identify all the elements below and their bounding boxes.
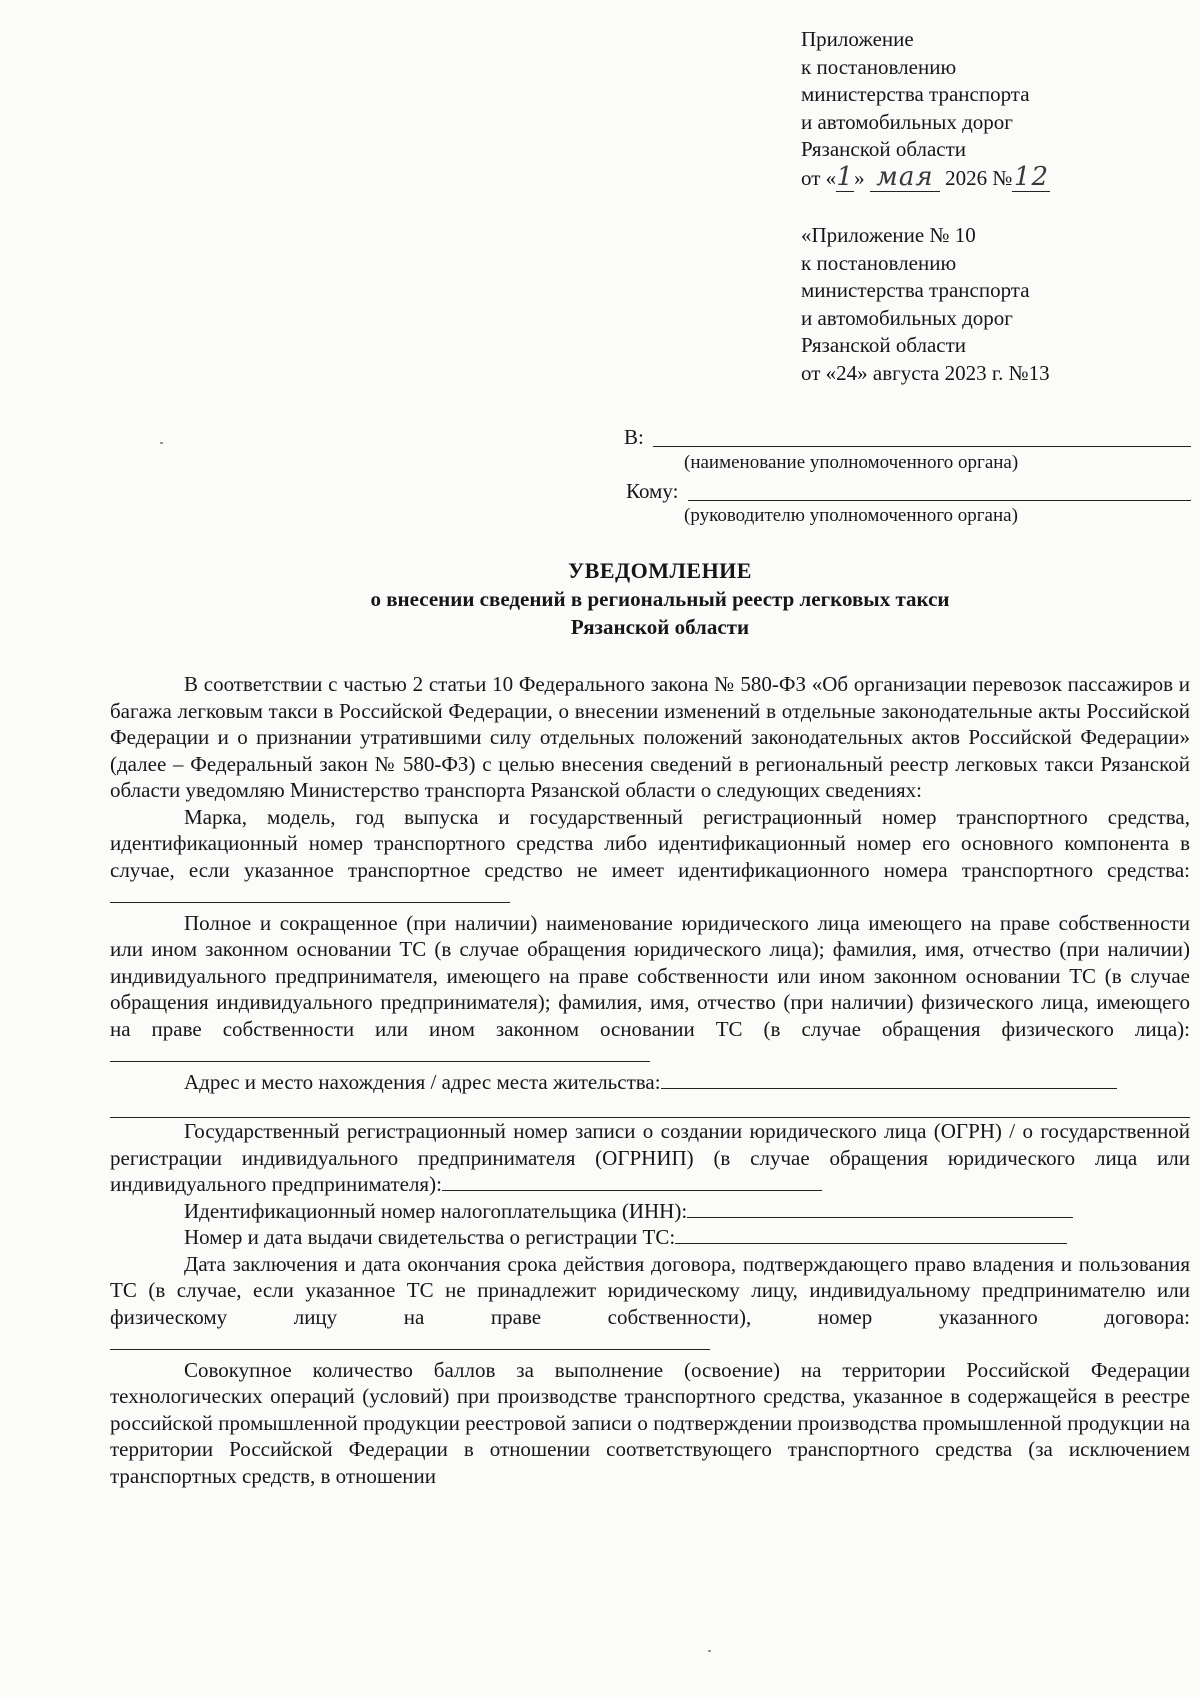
subheading: о внесении сведений в региональный реестр легковых такси — [370, 587, 950, 611]
appendix-line: министерства транспорта — [801, 82, 1030, 106]
document-title — [110, 557, 1200, 641]
vehicle-field[interactable] — [110, 901, 510, 903]
appendix-date-line: от «1» мая 2026 №12 — [801, 161, 1049, 192]
heading: УВЕДОМЛЕНИЕ — [568, 558, 752, 583]
paragraph-points: Совокупное количество баллов за выполнение (освоение) на территории Российской Федерации технологических операций (условий) при производстве транспортного средства, указанное в содержащейся в реестре российской промышленной продукции реестровой записи о подтверждении производства промышленной продукции на территории Российской Федерации в отношении соответствующего транспортного средства (за исключением транспортных средств, в отношении — [110, 1357, 1190, 1488]
appendix-line: и автомобильных дорог — [801, 305, 1013, 330]
address-field[interactable] — [661, 1087, 1117, 1089]
appendix-current-block — [801, 26, 1131, 192]
scan-speck — [160, 442, 163, 444]
whom-note: (руководителю уполномоченного органа) — [684, 505, 1018, 526]
appendix-date: от «24» августа 2023 г. №13 — [801, 360, 1050, 385]
appendix-line: к постановлению — [801, 54, 957, 79]
appendix-line: Рязанской области — [801, 137, 967, 161]
to-label: В: — [624, 425, 644, 449]
appendix-title: Приложение — [801, 27, 914, 51]
whom-field[interactable] — [688, 500, 1191, 501]
registration-field[interactable] — [675, 1242, 1067, 1244]
paragraph-registration: Номер и дата выдачи свидетельства о регистрации ТС: — [110, 1224, 1190, 1251]
whom-label: Кому: — [626, 479, 679, 503]
owner-field[interactable] — [110, 1060, 650, 1062]
appendix-line: министерства транспорта — [801, 278, 1030, 302]
handwritten-day: 1 — [836, 161, 854, 192]
appendix-line: и автомобильных дорог — [801, 109, 1013, 134]
address-field-continuation[interactable] — [110, 1091, 1190, 1118]
appendix-line: Рязанской области — [801, 333, 967, 357]
document-body — [110, 671, 1190, 1489]
appendix-previous-block — [801, 222, 1131, 387]
contract-field[interactable] — [110, 1348, 710, 1350]
scan-speck — [708, 1650, 711, 1652]
handwritten-month: мая — [870, 164, 940, 193]
paragraph-inn: Идентификационный номер налогоплательщика (ИНН): — [110, 1198, 1190, 1225]
paragraph-vehicle: Марка, модель, год выпуска и государственный регистрационный номер транспортного средства, идентификационный номер транспортного средства либо идентификационный номер его основного компонента в случае, если указанное транспортное средство не имеет идентификационного номера транспортного средства: — [110, 804, 1190, 910]
inn-field[interactable] — [687, 1216, 1073, 1218]
paragraph-contract: Дата заключения и дата окончания срока действия договора, подтверждающего право владения и пользования ТС (в случае, если указанное ТС не принадлежит юридическому лицу, индивидуальному предпринимателю или физическому лицу на праве собственности), номер указанного договора: — [110, 1251, 1190, 1357]
paragraph-owner: Полное и сокращенное (при наличии) наименование юридического лица имеющего на праве собственности или ином законном основании ТС (в случае обращения юридического лица); фамилия, имя, отчество (при наличии) индивидуального предпринимателя, имеющего на праве собственности или ином законном основании ТС (в случае обращения индивидуального предпринимателя); фамилия, имя, отчество (при наличии) физического лица, имеющего на праве собственности или ином законном основании ТС (в случае обращения физического лица): — [110, 910, 1190, 1069]
to-note: (наименование уполномоченного органа) — [684, 452, 1019, 473]
to-field[interactable] — [653, 446, 1191, 447]
handwritten-number: 12 — [1013, 161, 1049, 192]
ogrn-field[interactable] — [442, 1189, 822, 1191]
region: Рязанской области — [570, 615, 750, 639]
appendix-line: к постановлению — [801, 250, 957, 275]
paragraph-intro: В соответствии с частью 2 статьи 10 Федерального закона № 580-ФЗ «Об организации перевозок пассажиров и багажа легковым такси в Российской Федерации, о внесении изменений в отдельные законодательные акты Российской Федерации и о признании утратившими силу отдельных положений законодательных актов Российской Федерации» (далее – Федеральный закон № 580-ФЗ) с целью внесения сведений в региональный реестр легковых такси Рязанской области уведомляю Министерство транспорта Рязанской области о следующих сведениях: — [110, 672, 1190, 802]
paragraph-ogrn: Государственный регистрационный номер записи о создании юридического лица (ОГРН) / о государственной регистрации индивидуального предпринимателя (ОГРНИП) (в случае обращения юридического лица или индивидуального предпринимателя): — [110, 1119, 1190, 1196]
paragraph-address: Адрес и место нахождения / адрес места жительства: — [110, 1069, 1190, 1096]
appendix-title: «Приложение № 10 — [801, 223, 976, 247]
